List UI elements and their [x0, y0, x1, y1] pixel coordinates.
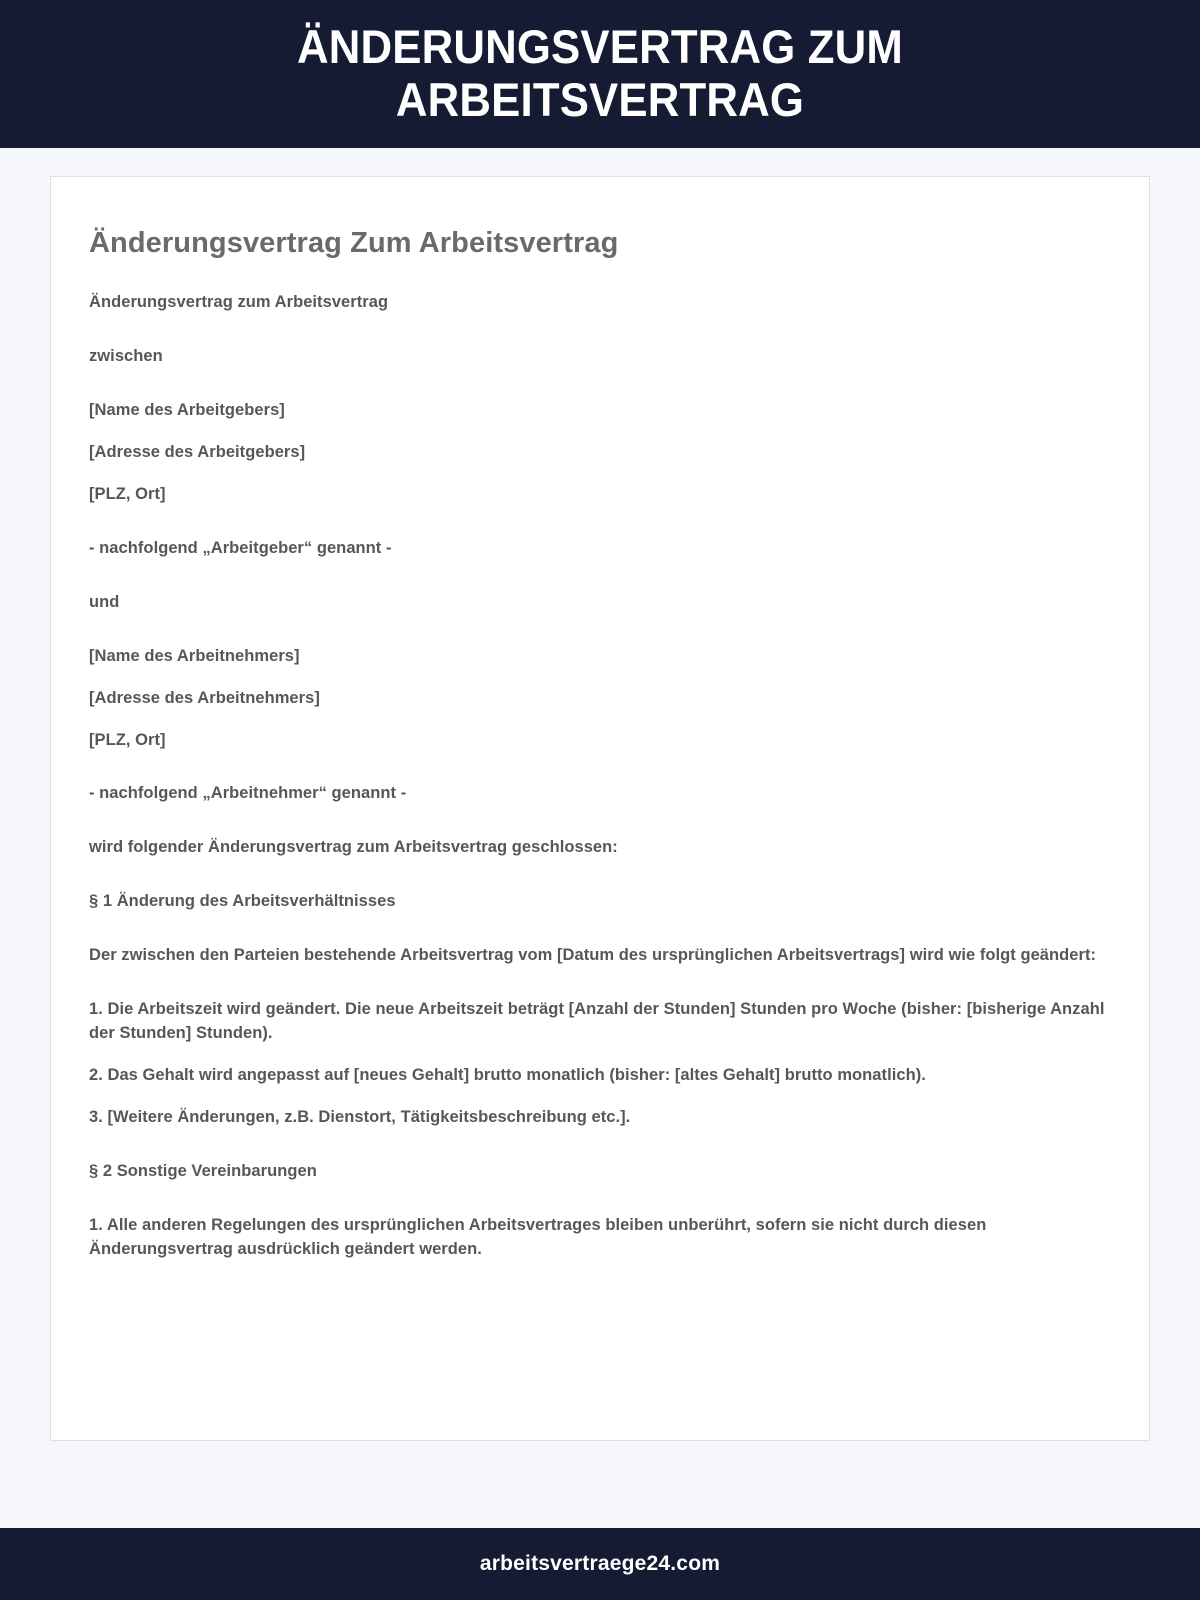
document-paragraph: [Name des Arbeitnehmers] [89, 646, 300, 665]
document-paragraph: und [89, 592, 120, 611]
document-paragraph: 2. Das Gehalt wird angepasst auf [neues Gehalt] brutto monatlich (bisher: [altes Gehalt] brutto monatlich). [89, 1066, 926, 1084]
site-footer [0, 1528, 1200, 1600]
document-paragraph: zwischen [89, 347, 163, 366]
document-paragraph: Änderungsvertrag zum Arbeitsvertrag [89, 293, 389, 312]
document-paragraph: wird folgender Änderungsvertrag zum Arbeitsvertrag geschlossen: [89, 838, 618, 857]
document-body [89, 291, 1111, 1261]
document-card [50, 176, 1150, 1441]
document-paragraph: - nachfolgend „Arbeitgeber“ genannt - [89, 538, 392, 557]
footer-site-name: arbeitsvertraege24.com [479, 1552, 721, 1575]
document-paragraph: 1. Alle anderen Regelungen des ursprünglichen Arbeitsvertrages bleiben unberührt, sofern sie nicht durch diesen Änderungsvertrag ausdrücklich geändert werden. [89, 1215, 987, 1258]
page-banner [0, 0, 1200, 148]
document-paragraph: Der zwischen den Parteien bestehende Arbeitsvertrag vom [Datum des ursprünglichen Arbeitsvertrags] wird wie folgt geändert: [89, 946, 1097, 965]
document-paragraph: § 2 Sonstige Vereinbarungen [89, 1161, 317, 1180]
document-paragraph: 1. Die Arbeitszeit wird geändert. Die neue Arbeitszeit beträgt [Anzahl der Stunden] Stunden pro Woche (bisher: [bisherige Anzahl der Stunden] Stunden). [89, 1000, 1105, 1043]
document-paragraph: [Name des Arbeitgebers] [89, 401, 285, 420]
document-paragraph: § 1 Änderung des Arbeitsverhältnisses [89, 892, 396, 911]
banner-title: ÄNDERUNGSVERTRAG ZUM ARBEITSVERTRAG [297, 20, 903, 126]
document-paragraph: [PLZ, Ort] [89, 730, 166, 749]
document-paragraph: [PLZ, Ort] [89, 484, 166, 503]
document-heading: Änderungsvertrag Zum Arbeitsvertrag [89, 227, 619, 259]
document-paragraph: - nachfolgend „Arbeitnehmer“ genannt - [89, 784, 407, 803]
document-paragraph: [Adresse des Arbeitgebers] [89, 443, 306, 462]
document-paragraph: [Adresse des Arbeitnehmers] [89, 688, 320, 707]
page-content-area [0, 148, 1200, 1488]
document-paragraph: 3. [Weitere Änderungen, z.B. Dienstort, Tätigkeitsbeschreibung etc.]. [89, 1107, 631, 1126]
